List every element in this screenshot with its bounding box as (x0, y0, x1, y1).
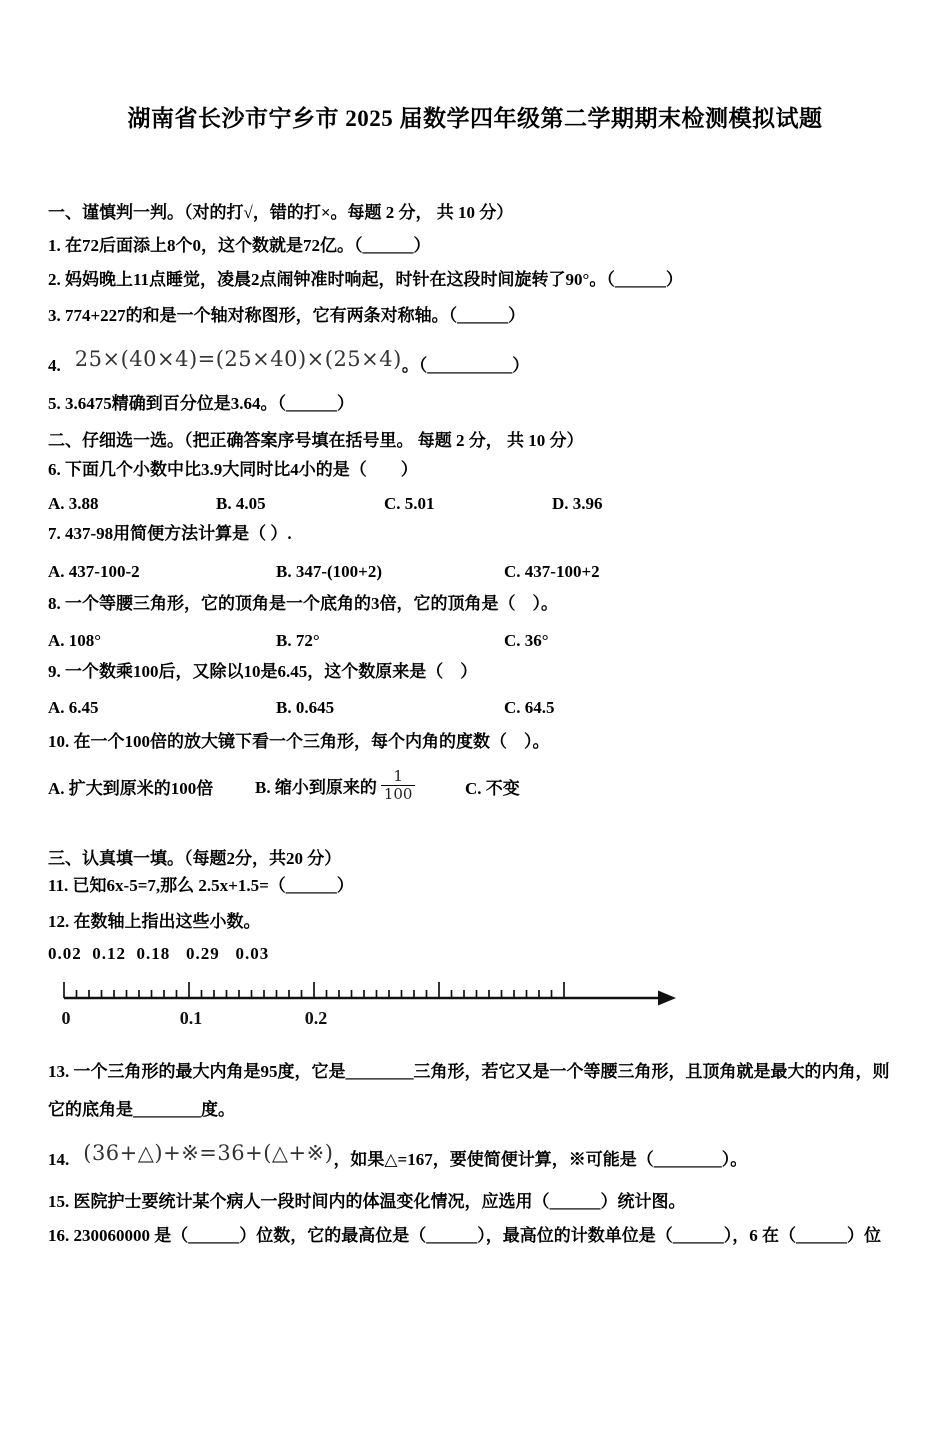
question-10-options (48, 764, 902, 814)
question-14-number: 14. (48, 1150, 70, 1169)
question-7: 7. 437-98用简便方法计算是（ ）. (48, 524, 292, 543)
question-14 (48, 1130, 902, 1172)
question-2: 2. 妈妈晚上11点睡觉，凌晨2点闹钟准时响起，时针在这段时间旋转了90°。（______） (48, 270, 683, 289)
question-12: 12. 在数轴上指出这些小数。 (48, 912, 261, 931)
question-10: 10. 在一个100倍的放大镜下看一个三角形，每个内角的度数（ ）。 (48, 732, 550, 751)
question-4-formula: 25×(40×4)=(25×40)×(25×4) (74, 347, 402, 371)
q6-option-d: D. 3.96 (552, 494, 603, 513)
q7-option-b: B. 347-(100+2) (276, 562, 383, 581)
question-4 (48, 334, 902, 378)
question-14-formula: (36+△)+※=36+(△+※) (83, 1141, 334, 1165)
q10-option-b (255, 767, 465, 806)
section1-heading: 一、谨慎判一判。（对的打√，错的打×。每题 2 分， 共 10 分） (48, 203, 514, 222)
question-16: 16. 230060000 是（______）位数，它的最高位是（______），最高位的计数单位是（______），6 在（______）位 (48, 1226, 881, 1245)
question-8-options (48, 629, 902, 653)
q10-option-b-text: B. 缩小到原来的 (255, 777, 377, 797)
section2-heading: 二、仔细选一选。（把正确答案序号填在括号里。 每题 2 分， 共 10 分） (48, 431, 584, 450)
q6-option-a: A. 3.88 (48, 494, 99, 513)
question-4-blank: 。（__________） (401, 356, 530, 375)
q6-option-c: C. 5.01 (384, 494, 435, 513)
q9-option-b: B. 0.645 (276, 698, 335, 717)
number-line-label-0-2: 0.2 (304, 1008, 328, 1028)
q10-option-a: A. 扩大到原米的100倍 (48, 779, 214, 798)
q8-option-c: C. 36° (504, 631, 549, 650)
question-5: 5. 3.6475精确到百分位是3.64。（______） (48, 394, 354, 413)
fraction-1-100 (381, 768, 416, 802)
question-14-tail: ，如果△=167，要使简便计算，※可能是（________）。 (333, 1150, 748, 1169)
question-11: 11. 已知6x-5=7,那么 2.5x+1.5=（______） (48, 876, 354, 895)
question-13-line2: 它的底角是________度。 (48, 1100, 235, 1119)
number-line-label-0-1: 0.1 (179, 1008, 203, 1028)
question-15: 15. 医院护士要统计某个病人一段时间内的体温变化情况，应选用（______）统计图。 (48, 1192, 686, 1211)
exam-paper (0, 102, 950, 1248)
question-6-options (48, 492, 902, 516)
q8-option-b: B. 72° (276, 631, 320, 650)
question-9: 9. 一个数乘100后，又除以10是6.45，这个数原来是（ ） (48, 662, 478, 681)
question-4-number: 4. (48, 356, 61, 375)
number-line-ticks (64, 982, 564, 998)
q9-option-a: A. 6.45 (48, 698, 99, 717)
question-13-line1: 13. 一个三角形的最大内角是95度，它是________三角形，若它又是一个等腰三角形，且顶角就是最大的内角，则 (48, 1062, 890, 1081)
page-title: 湖南省长沙市宁乡市 2025 届数学四年级第二学期期末检测模拟试题 (127, 106, 823, 131)
question-9-options (48, 696, 902, 720)
question-8: 8. 一个等腰三角形，它的顶角是一个底角的3倍，它的顶角是（ ）。 (48, 594, 558, 613)
q7-option-a: A. 437-100-2 (48, 562, 140, 581)
numberline-arrow-icon (658, 991, 676, 1006)
q7-option-c: C. 437-100+2 (504, 562, 600, 581)
number-line (62, 974, 702, 1030)
question-12-decimals: 0.02 0.12 0.18 0.29 0.03 (48, 944, 270, 963)
question-3: 3. 774+227的和是一个轴对称图形，它有两条对称轴。（______） (48, 306, 526, 325)
q10-option-c: C. 不变 (465, 779, 520, 798)
q8-option-a: A. 108° (48, 631, 102, 650)
question-7-options (48, 560, 902, 584)
section3-heading: 三、认真填一填。（每题2分，共20 分） (48, 849, 342, 868)
question-6: 6. 下面几个小数中比3.9大同时比4小的是（ ） (48, 460, 418, 479)
fraction-numerator: 1 (393, 767, 403, 785)
question-1: 1. 在72后面添上8个0，这个数就是72亿。（______） (48, 236, 431, 255)
q6-option-b: B. 4.05 (216, 494, 266, 513)
number-line-label-0: 0 (62, 1008, 71, 1028)
q9-option-c: C. 64.5 (504, 698, 555, 717)
fraction-denominator: 100 (381, 785, 416, 803)
